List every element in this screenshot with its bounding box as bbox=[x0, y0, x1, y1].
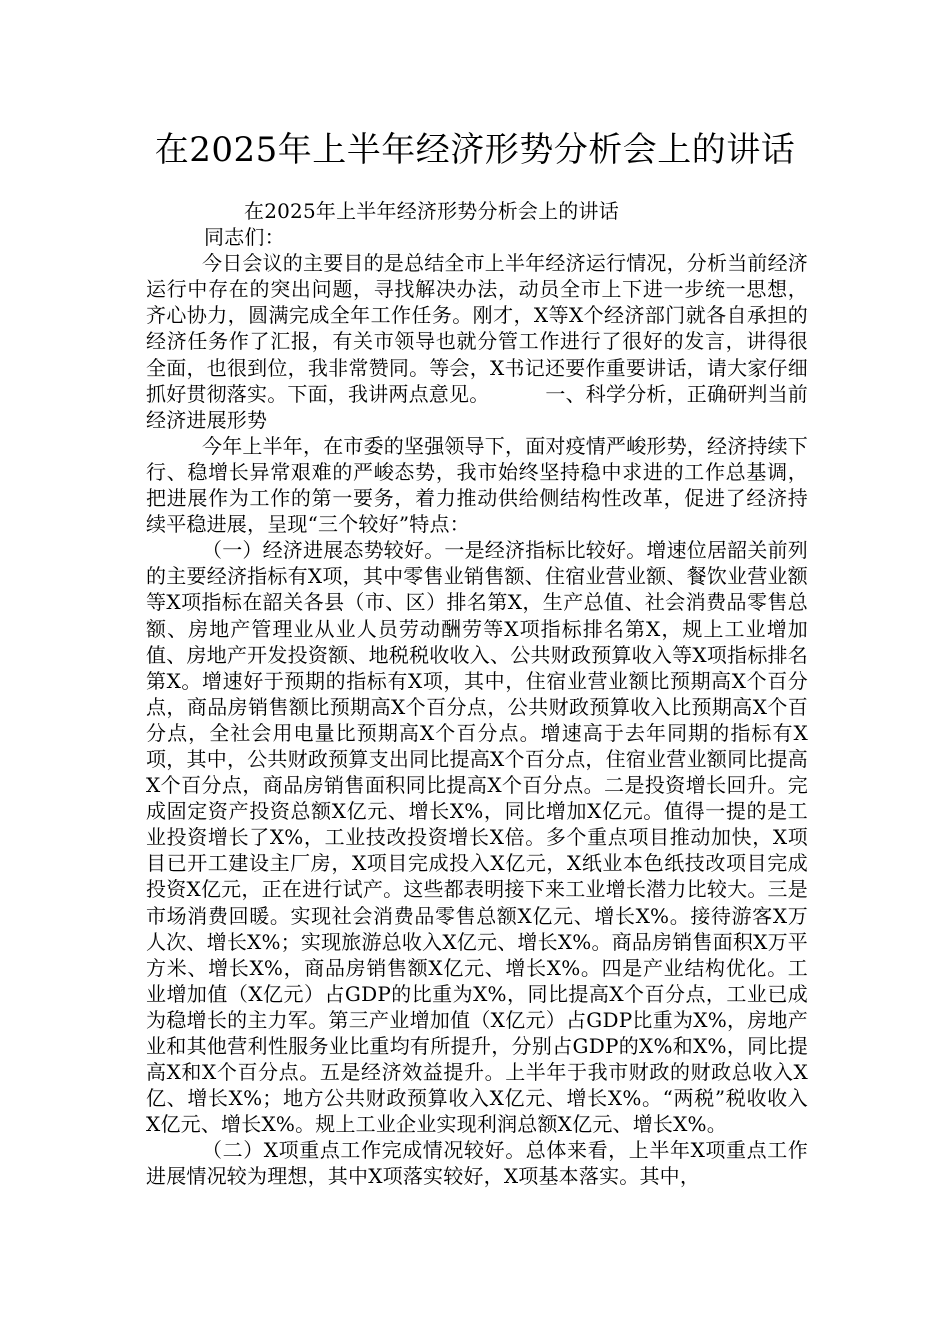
section-heading-1: 一、科学分析，正确研判当前经济进展形势 bbox=[146, 381, 809, 432]
salutation: 同志们： bbox=[204, 225, 285, 250]
paragraph-2: 今年上半年，在市委的坚强领导下，面对疫情严峻形势，经济持续下行、稳增长异常艰难的严峻态势，我市始终坚持稳中求进的工作总基调，把进展作为工作的第一要务，着力推动供给侧结构性改革，促进了经济持续平稳进展，呈现“三个较好”特点： bbox=[146, 433, 808, 537]
document-title: 在2025年上半年经济形势分析会上的讲话 bbox=[154, 130, 796, 170]
paragraph-1-text: 今日会议的主要目的是总结全市上半年经济运行情况，分析当前经济运行中存在的突出问题，寻找解决办法，动员全市上下进一步统一思想，齐心协力，圆满完成全年工作任务。刚才，X等X个经济部门就各自承担的经济任务作了汇报，有关市领导也就分管工作进行了很好的发言，讲得很全面，也很到位，我非常赞同。等会，X书记还要作重要讲话，请大家仔细抓好贯彻落实。下面，我讲两点意见。 bbox=[146, 251, 808, 406]
document-subtitle: 在2025年上半年经济形势分析会上的讲话 bbox=[244, 199, 619, 223]
paragraph-1 bbox=[146, 250, 808, 433]
document-body bbox=[146, 198, 808, 1190]
paragraph-4: （二）X项重点工作完成情况较好。总体来看，上半年X项重点工作进展情况较为理想，其中X项落实较好，X项基本落实。其中， bbox=[146, 1138, 808, 1189]
paragraph-3: （一）经济进展态势较好。一是经济指标比较好。增速位居韶关前列的主要经济指标有X项，其中零售业销售额、住宿业营业额、餐饮业营业额等X项指标在韶关各县（市、区）排名第X，生产总值、社会消费品零售总额、房地产管理业从业人员劳动酬劳等X项指标排名第X，规上工业增加值、房地产开发投资额、地税税收收入、公共财政预算收入等X项指标排名第X。增速好于预期的指标有X项，其中，住宿业营业额比预期高X个百分点，商品房销售额比预期高X个百分点，公共财政预算收入比预期高X个百分点，全社会用电量比预期高X个百分点。增速高于去年同期的指标有X项，其中，公共财政预算支出同比提高X个百分点，住宿业营业额同比提高X个百分点，商品房销售面积同比提高X个百分点。二是投资增长回升。完成固定资产投资总额X亿元、增长X%，同比增加X亿元。值得一提的是工业投资增长了X%，工业技改投资增长X倍。多个重点项目推动加快，X项目已开工建设主厂房，X项目完成投入X亿元，X纸业本色纸技改项目完成投资X亿元，正在进行试产。这些都表明接下来工业增长潜力比较大。三是市场消费回暖。实现社会消费品零售总额X亿元、增长X%。接待游客X万人次、增长X%；实现旅游总收入X亿元、增长X%。商品房销售面积X万平方米、增长X%，商品房销售额X亿元、增长X%。四是产业结构优化。工业增加值（X亿元）占GDP的比重为X%，同比提高X个百分点，工业已成为稳增长的主力军。第三产业增加值（X亿元）占GDP比重为X%，房地产业和其他营利性服务业比重均有所提升，分别占GDP的X%和X%，同比提高X和X个百分点。五是经济效益提升。上半年于我市财政的财政总收入X亿、增长X%；地方公共财政预算收入X亿元、增长X%。“两税”税收收入X亿元、增长X%。规上工业企业实现利润总额X亿元、增长X%。 bbox=[146, 538, 808, 1137]
